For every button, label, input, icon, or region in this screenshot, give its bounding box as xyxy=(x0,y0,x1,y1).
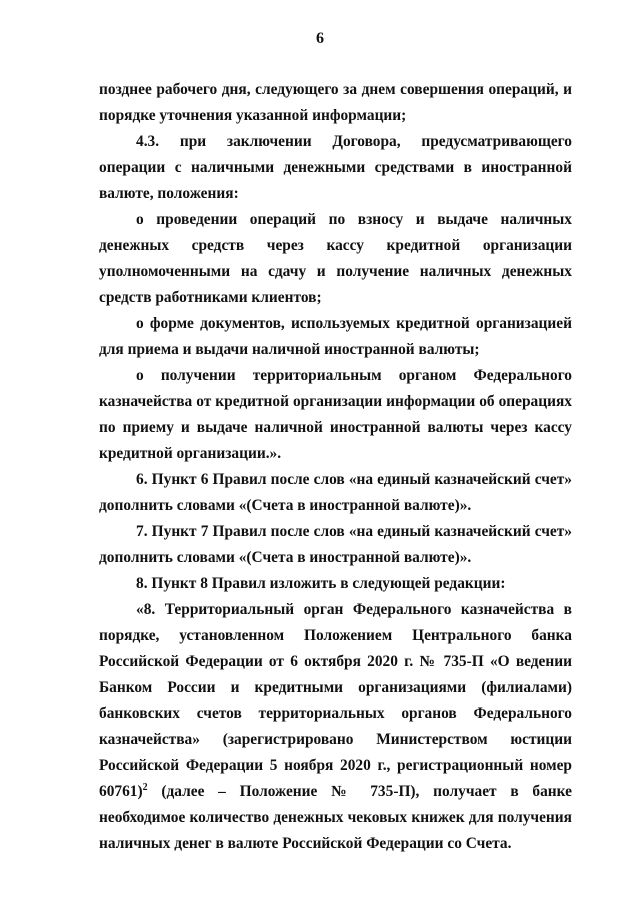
footnote-mark: 2 xyxy=(142,782,148,793)
paragraph-4-3: 4.3. при заключении Договора, предусматривающего операции с наличными денежными средствами в иностранной валюте, положения: xyxy=(99,133,572,202)
paragraph-item-7: 7. Пункт 7 Правил после слов «на единый казначейский счет» дополнить словами «(Счета в иностранной валюте)». xyxy=(99,523,572,566)
paragraph-continuation: позднее рабочего дня, следующего за днем совершения операций, и порядке уточнения указанной информации; xyxy=(99,81,572,124)
paragraph-treasury-information: о получении территориальным органом Федерального казначейства от кредитной организации информации об операциях по приему и выдаче наличной иностранной валюты через кассу кредитной организации.». xyxy=(99,367,572,462)
paragraph-item-8-new-text xyxy=(99,597,572,857)
paragraph-item-6: 6. Пункт 6 Правил после слов «на единый казначейский счет» дополнить словами «(Счета в иностранной валюте)». xyxy=(99,471,572,514)
paragraph-cash-operations: о проведении операций по взносу и выдаче наличных денежных средств через кассу кредитной организации уполномоченными на сдачу и получение наличных денежных средств работниками клиентов; xyxy=(99,211,572,306)
paragraph-document-form: о форме документов, используемых кредитной организацией для приема и выдачи наличной иностранной валюты; xyxy=(99,315,572,358)
document-body xyxy=(99,77,572,857)
quote-text-continuation: (далее – Положение № 735-П), получает в банке необходимое количество денежных чековых книжек для получения наличных денег в валюте Российской Федерации со Счета. xyxy=(99,783,572,852)
paragraph-item-8: 8. Пункт 8 Правил изложить в следующей редакции: xyxy=(136,575,506,592)
quote-text: «8. Территориальный орган Федерального казначейства в порядке, установленном Положением Центрального банка Российской Федерации от 6 октября 2020 г. № 735-П «О ведении Банком России и кредитными организациями (филиалами) банковских счетов территориальных органов Федерального казначейства» (зарегистрировано Министерством юстиции Российской Федерации 5 ноября 2020 г., регистрационный номер 60761) xyxy=(99,601,572,800)
page-number: 6 xyxy=(316,30,324,47)
